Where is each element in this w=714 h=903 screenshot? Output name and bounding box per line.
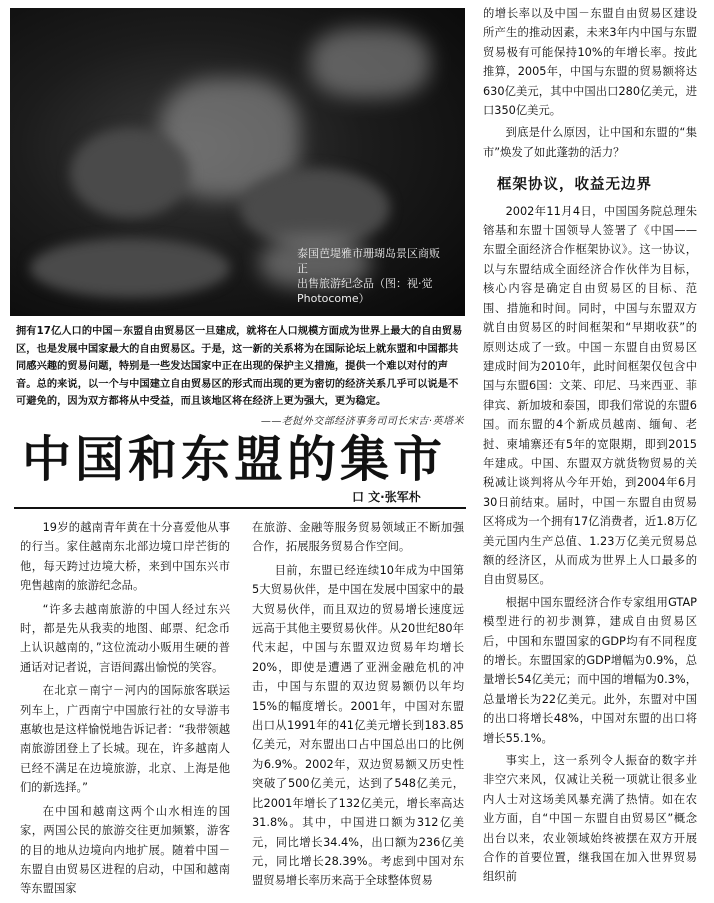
column-1 xyxy=(20,518,230,903)
photo-caption-line2: 出售旅游纪念品（图：视·觉 xyxy=(297,277,433,290)
headline-rule xyxy=(14,507,466,509)
photo-credit: Photocome） xyxy=(297,292,370,305)
paragraph: 事实上，这一系列令人振奋的数字并非空穴来风，仅减让关税一项就让很多业内人士对这场美风暴充满了热情。如在农业方面，自“中国－东盟自由贸易区”概念出台以来，农业领域始终被摆在双方开展合作的首要位置，继我国在加入世界贸易组织前 xyxy=(483,754,697,884)
paragraph: 到底是什么原因，让中国和东盟的“集市”焕发了如此蓬勃的活力？ xyxy=(483,126,697,159)
paragraph: 19岁的越南青年黄在十分喜爱他从事的行当。家住越南东北部边境口岸芒街的他，每天跨过边境大桥，来到中国东兴市兜售越南的旅游纪念品。 xyxy=(20,521,230,593)
column-2 xyxy=(252,518,464,895)
paragraph: 在北京－南宁－河内的国际旅客联运列车上，广西南宁中国旅行社的女导游韦惠敏也是这样愉悦地告诉记者：“我带领越南旅游团登上了长城。现在，许多越南人已经不满足在边境旅游，北京、上海是他们的新选择。” xyxy=(20,684,230,795)
byline: 口 文·张军朴 xyxy=(352,490,421,504)
paragraph: 目前，东盟已经连续10年成为中国第5大贸易伙伴，是中国在发展中国家中的最大贸易伙伴，而且双边的贸易增长速度远远高于其他主要贸易伙伴。从20世纪80年代末起，中国与东盟双边贸易年均增长20%，即使是遭遇了亚洲金融危机的冲击，中国与东盟的双边贸易额仍以年均15%的幅度增长。2001年，中国对东盟出口从1991年的41亿美元增长到183.85亿美元，对东盟出口占中国总出口的比例为6.9%。2002年，双边贸易额又历史性突破了500亿美元，达到了548亿美元，比2001年增长了132亿美元，增长率高达31.8%。其中，中国进口额为312亿美元，同比增长34.4%，出口额为236亿美元，同比增长28.39%。考虑到中国对东盟贸易增长率历来高于全球整体贸易 xyxy=(252,563,464,888)
article-headline: 中国和东盟的集市 xyxy=(22,431,447,488)
photo-caption xyxy=(297,246,447,306)
section-heading: 框架协议，收益无边界 xyxy=(497,177,652,194)
paragraph: 在中国和越南这两个山水相连的国家，两国公民的旅游交往更加频繁，游客的目的地从边境向内地扩展。随着中国－东盟自由贸易区进程的启动，中国和越南等东盟国家 xyxy=(20,804,230,896)
pull-quote: 拥有17亿人口的中国－东盟自由贸易区一旦建成，就将在人口规模方面成为世界上最大的自由贸易区，也是发展中国家最大的自由贸易区。于是，这一新的关系将为在国际论坛上就东盟和中国都共同感兴趣的贸易问题，特别是一些发达国家中正在出现的保护主义措施，提供一个难以对付的声音。总的来说，以一个与中国建立自由贸易区的形式而出现的更为密切的经济关系几乎可以说是不可避免的，因为双方都将从中受益，而且该地区将在经济上更为强大，更为稳定。 xyxy=(16,326,463,407)
quote-source: ——老挝外交部经济事务司司长宋吉·英塔米 xyxy=(260,416,464,427)
paragraph: 2002年11月4日，中国国务院总理朱镕基和东盟十国领导人签署了《中国——东盟全面经济合作框架协议》。这一协议，以与东盟结成全面经济合作伙伴为目标，核心内容是确定自由贸易区的目标、范围、措施和时间。同时，中国与东盟双方就自由贸易区的时间框架和“早期收获”的原则达成了一致。中国－东盟自由贸易区建成时间为2010年，此时间框架仅包含中国与东盟6国：文莱、印尼、马来西亚、菲律宾、新加坡和泰国，即我们常说的东盟6国。而东盟的4个新成员越南、缅甸、老挝、柬埔寨还有5年的宽限期，即到2015年建成。中国、东盟双方就货物贸易的关税减让谈判将从今年开始，到2004年6月30日前结束。届时，中国－东盟自由贸易区将成为一个拥有17亿消费者，近1.8万亿美元国内生产总值、1.23万亿美元贸易总额的经济区，从而成为世界上人口最多的自由贸易区。 xyxy=(483,204,697,587)
photo-caption-line1: 泰国芭堤雅市珊瑚岛景区商贩正 xyxy=(297,247,440,275)
paragraph: 的增长率以及中国－东盟自由贸易区建设所产生的推动因素，未来3年内中国与东盟贸易极有可能保持10%的年增长率。按此推算，2005年，中国与东盟的贸易额将达630亿美元，其中中国出口280亿美元，进口350亿美元。 xyxy=(483,7,697,118)
paragraph: “许多去越南旅游的中国人经过东兴时，都是先从我卖的地图、邮票、纪念币上认识越南的，”这位流动小贩用生硬的普通话对记者说，言语间露出愉悦的笑容。 xyxy=(20,602,230,674)
market-photo xyxy=(10,8,465,316)
column-3 xyxy=(483,4,697,890)
paragraph: 在旅游、金融等服务贸易领域正不断加强合作，拓展服务贸易合作空间。 xyxy=(252,521,464,554)
paragraph: 根据中国东盟经济合作专家组用GTAP模型进行的初步测算，建成自由贸易区后，中国和东盟国家的GDP均有不同程度的增长。东盟国家的GDP增幅为0.9%，总量增长54亿美元；而中国的增幅为0.3%，总量增长为22亿美元。此外，东盟对中国的出口将增长48%，中国对东盟的出口将增长55.1%。 xyxy=(483,595,697,745)
